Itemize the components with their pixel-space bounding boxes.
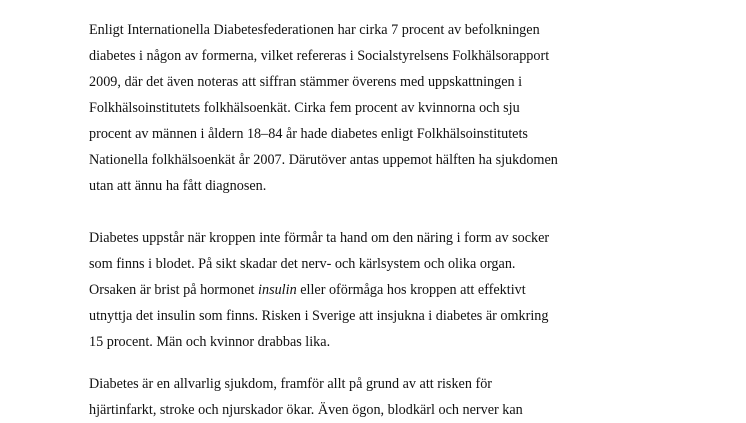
text-line: Nationella folkhälsoenkät år 2007. Därutöver antas uppemot hälften ha sjukdomen [89,152,558,168]
text-line: procent av männen i åldern 18–84 år hade diabetes enligt Folkhälsoinstitutets [89,126,528,142]
text-line: hjärtinfarkt, stroke och njurskador ökar. Även ögon, blodkärl och nerver kan [89,402,523,418]
text-run: eller oförmåga hos kroppen att effektivt [296,282,526,298]
text-line: Diabetes är en allvarlig sjukdom, framför allt på grund av att risken för [89,376,493,392]
text-line: Folkhälsoinstitutets folkhälsoenkät. Cirka fem procent av kvinnorna och sju [89,100,520,116]
text-line: Enligt Internationella Diabetesfederationen har cirka 7 procent av befolkningen [89,22,540,38]
text-line: utan att ännu ha fått diagnosen. [89,178,267,194]
text-line: 2009, där det även noteras att siffran stämmer överens med uppskattningen i [89,74,523,90]
paragraph-diabetes-risks [89,371,629,423]
text-run: Orsaken är brist på hormonet [89,282,259,298]
paragraph-diabetes-cause [89,225,629,355]
text-line: som finns i blodet. På sikt skadar det nerv- och kärlsystem och olika organ. [89,256,516,272]
text-line [89,277,629,303]
text-line: Diabetes uppstår när kroppen inte förmår ta hand om den näring i form av socker [89,230,550,246]
paragraph-diabetes-prevalence [89,17,629,199]
text-line: utnyttja det insulin som finns. Risken i Sverige att insjukna i diabetes är omkring [89,308,549,324]
emphasized-term-insulin: insulin [258,282,297,298]
text-line: 15 procent. Män och kvinnor drabbas lika. [89,334,331,350]
text-line: diabetes i någon av formerna, vilket refereras i Socialstyrelsens Folkhälsorapport [89,48,550,64]
